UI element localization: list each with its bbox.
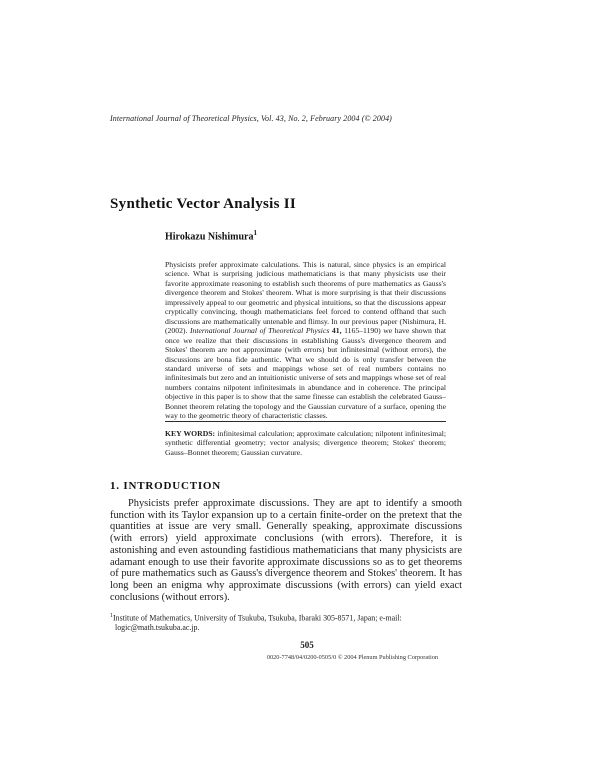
author-name: Hirokazu Nishimura <box>165 231 254 243</box>
keywords-block <box>165 429 446 457</box>
abstract-text-part2: 1165–1190) we have shown that once we realize that their discussions in establishing Gauss's divergence theorem and Stokes' theorem are not approximate (with errors) but infinitesimal (without errors), the discussions are bona fide authentic. What we should do is only transfer between the standard universe of sets and mappings whose set of real numbers contains no infinitesimals but zero and an intuitionistic universe of sets and mappings whose set of real numbers contains nilpotent infinitesimals in abundance and in coherence. The principal objective in this paper is to show that the same finesse can establish the celebrated Gauss–Bonnet theorem relating the topology and the Gaussian curvature of a surface, opening the way to the geometric theory of characteristic classes. <box>165 326 446 421</box>
paper-title: Synthetic Vector Analysis II <box>110 196 297 212</box>
keywords-label: KEY WORDS: <box>165 429 216 438</box>
author-affiliation-footnote <box>110 612 467 633</box>
footnote-text: Institute of Mathematics, University of Tsukuba, Tsukuba, Ibaraki 305-8571, Japan; e-mail: logic@math.tsukuba.ac.jp. <box>113 613 402 633</box>
abstract-volume-number: 41, <box>329 326 342 336</box>
abstract-journal-reference: International Journal of Theoretical Physics <box>189 326 330 336</box>
keywords-text: infinitesimal calculation; approximate calculation; nilpotent infinitesimal; synthetic differential geometry; vector analysis; divergence theorem; Stokes' theorem; Gauss–Bonnet theorem; Gaussian curvature. <box>165 429 446 457</box>
introduction-paragraph: Physicists prefer approximate discussions. They are apt to identify a smooth function with its Taylor expansion up to a certain finite-order on the pretext that the quantities at issue are very small. Generally speaking, approximate discussions (with errors) yield approximate conclusions (with errors). Therefore, it is astonishing and even astounding fastidious mathematicians that many physicists are adamant enough to use their favorite approximate discussions so as to get theorems of pure mathematics such as Gauss's divergence theorem and Stokes' theorem. It has long been an enigma why approximate discussions (with errors) can yield exact conclusions (without errors). <box>110 498 462 603</box>
author-line <box>165 229 257 242</box>
issn-copyright-line: 0020-7748/04/0200-0505/0 © 2004 Plenum Publishing Corporation <box>266 654 438 661</box>
page-number: 505 <box>300 640 314 650</box>
abstract <box>165 260 446 421</box>
footnote-marker: 1 <box>110 613 113 619</box>
abstract-text-part1: Physicists prefer approximate calculations. This is natural, since physics is an empirical science. What is surprising judicious mathematicians is that many physicists use their favorite approximate reasoning to establish such theorems of pure mathematics as Gauss's divergence theorem and Stokes' theorem. What is more surprising is that their discussions impressively appeal to our geometric and physical intuitions, so that the discussions appear cryptically convincing, though mathematicians feel forced to contend offhand that such discussions are mathematically untenable and flimsy. In our previous paper (Nishimura, H. (2002). <box>165 260 446 336</box>
journal-header: International Journal of Theoretical Physics, Vol. 43, No. 2, February 2004 (© 2004) <box>110 114 392 123</box>
abstract-divider-rule <box>165 421 446 422</box>
section-heading-introduction: 1. INTRODUCTION <box>110 480 222 492</box>
author-footnote-marker: 1 <box>253 229 257 237</box>
